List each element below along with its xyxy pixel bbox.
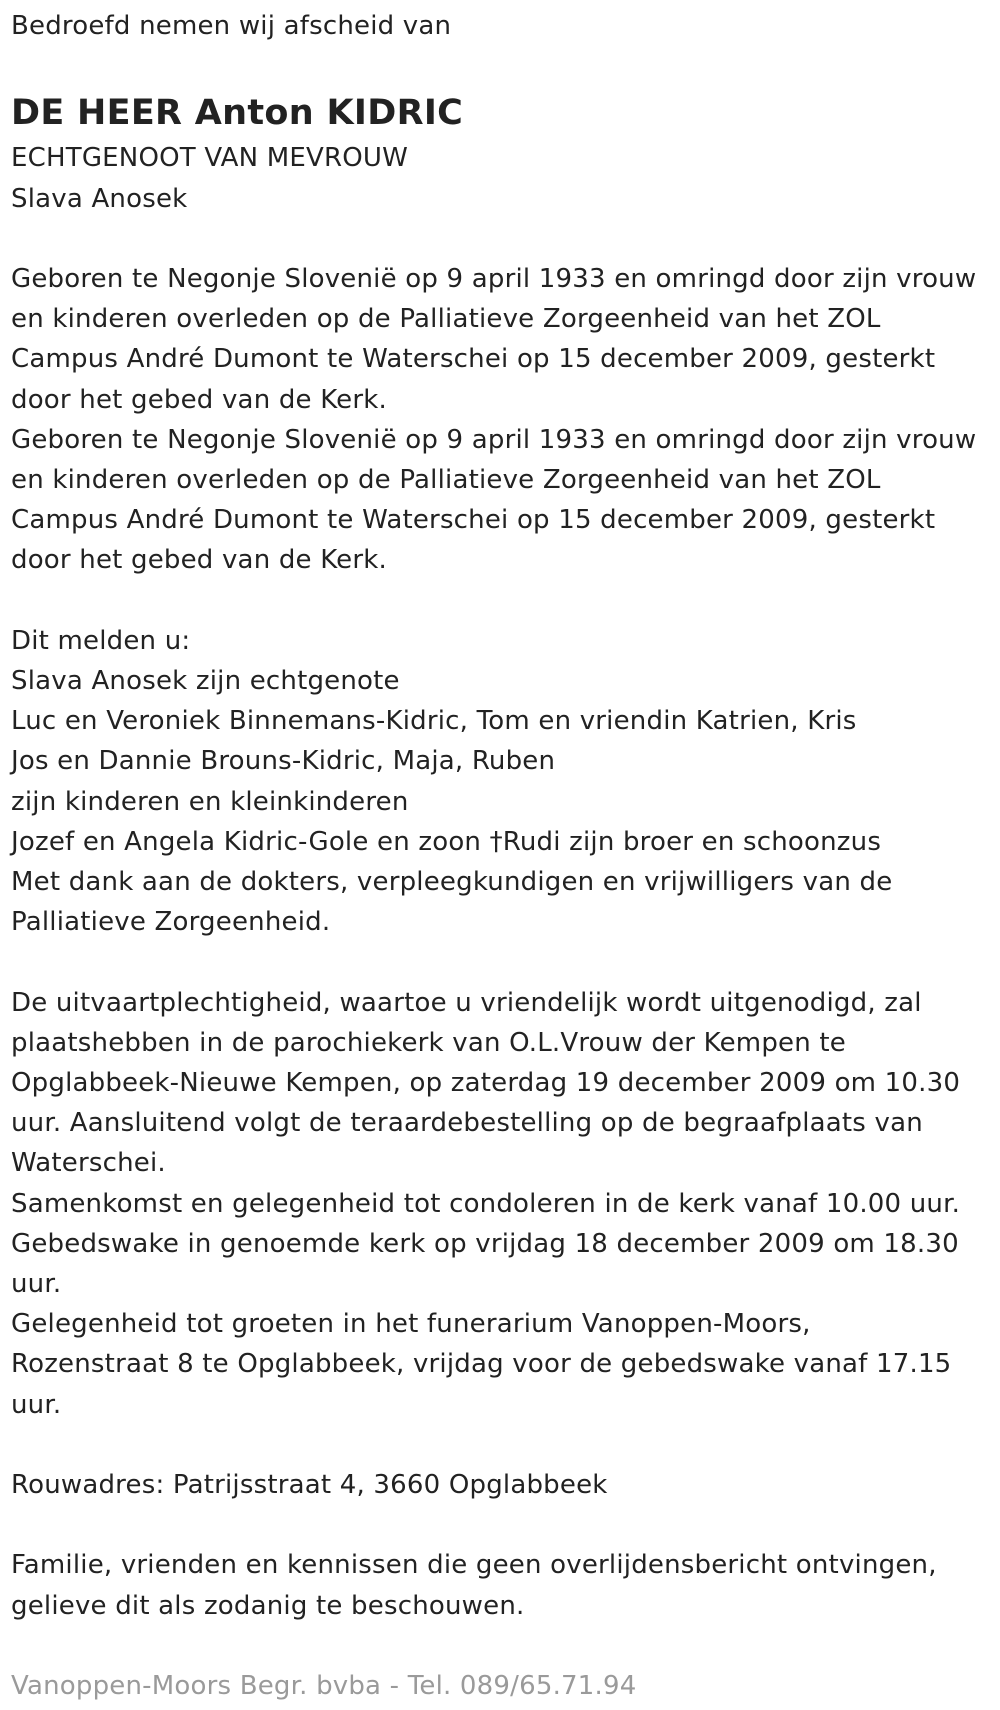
mourning-address: Rouwadres: Patrijsstraat 4, 3660 Opglabbeek <box>11 1470 608 1501</box>
funeral-home-footer: Vanoppen-Moors Begr. bvba - Tel. 089/65.71.94 <box>11 1671 637 1702</box>
deceased-name: DE HEER Anton KIDRIC <box>11 93 464 134</box>
spouse-label: ECHTGENOOT VAN MEVROUW <box>11 143 409 174</box>
biography-line: Campus André Dumont te Waterschei op 15 december 2009, gesterkt <box>11 344 936 375</box>
biography-line: en kinderen overleden op de Palliatieve Zorgeenheid van het ZOL <box>11 465 881 495</box>
spacer <box>11 1505 996 1545</box>
biography-line: Geboren te Negonje Slovenië op 9 april 1933 en omringd door zijn vrouw <box>11 263 977 294</box>
closing-line: gelieve dit als zodanig te beschouwen. <box>11 1590 525 1621</box>
ceremony-line: Samenkomst en gelegenheid tot condoleren in de kerk vanaf 10.00 uur. <box>11 1188 961 1219</box>
ceremony-line: Rozenstraat 8 te Opglabbeek, vrijdag voor de gebedswake vanaf 17.15 <box>11 1349 952 1380</box>
ceremony-line: De uitvaartplechtigheid, waartoe u vriendelijk wordt uitgenodigd, zal <box>11 987 922 1018</box>
ceremony-line: Gebedswake in genoemde kerk op vrijdag 18 december 2009 om 18.30 <box>11 1228 959 1259</box>
ceremony-line: Opglabbeek-Nieuwe Kempen, op zaterdag 19 december 2009 om 10.30 <box>11 1068 961 1099</box>
family-line: Luc en Veroniek Binnemans-Kidric, Tom en vriendin Katrien, Kris <box>11 706 857 737</box>
spacer <box>11 1626 996 1666</box>
family-line: Palliatieve Zorgeenheid. <box>11 907 331 938</box>
biography-line: door het gebed van de Kerk. <box>11 384 387 415</box>
spacer <box>11 46 996 86</box>
family-line: Jos en Dannie Brouns-Kidric, Maja, Ruben <box>11 746 556 777</box>
ceremony-line: Gelegenheid tot groeten in het funerarium Vanoppen-Moors, <box>11 1309 811 1340</box>
spacer <box>11 219 996 259</box>
ceremony-line: plaatshebben in de parochiekerk van O.L.Vrouw der Kempen te <box>11 1027 846 1058</box>
family-line: Met dank aan de dokters, verpleegkundigen en vrijwilligers van de <box>11 867 893 898</box>
biography-line: door het gebed van de Kerk. <box>11 545 387 576</box>
family-line: Dit melden u: <box>11 625 191 656</box>
spacer <box>11 581 996 621</box>
ceremony-line: uur. Aansluitend volgt de teraardebestelling op de begraafplaats van <box>11 1108 923 1139</box>
spacer <box>11 1425 996 1465</box>
biography-line: en kinderen overleden op de Palliatieve Zorgeenheid van het ZOL <box>11 304 881 335</box>
biography-line: Geboren te Negonje Slovenië op 9 april 1933 en omringd door zijn vrouw <box>11 424 977 455</box>
biography-line: Campus André Dumont te Waterschei op 15 december 2009, gesterkt <box>11 505 936 536</box>
ceremony-line: uur. <box>11 1269 62 1300</box>
ceremony-line: Waterschei. <box>11 1148 166 1179</box>
spacer <box>11 942 996 982</box>
closing-line: Familie, vrienden en kennissen die geen overlijdensbericht ontvingen, <box>11 1550 937 1581</box>
ceremony-line: uur. <box>11 1389 62 1420</box>
family-line: zijn kinderen en kleinkinderen <box>11 786 409 817</box>
spouse-name: Slava Anosek <box>11 183 188 214</box>
family-line: Jozef en Angela Kidric-Gole en zoon †Rudi zijn broer en schoonzus <box>11 826 882 857</box>
obituary-text <box>11 6 996 1706</box>
family-line: Slava Anosek zijn echtgenote <box>11 666 400 696</box>
intro-text: Bedroefd nemen wij afscheid van <box>11 11 452 41</box>
